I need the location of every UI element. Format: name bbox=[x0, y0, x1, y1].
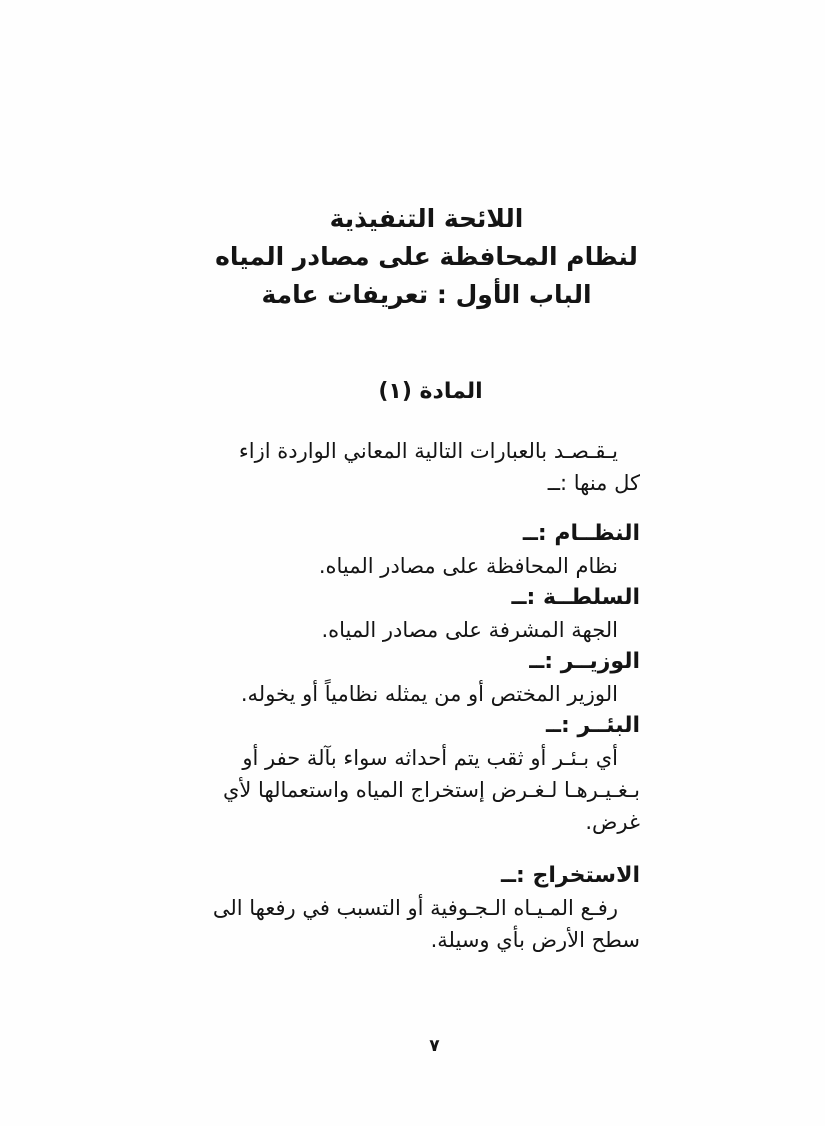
definition-well bbox=[185, 710, 640, 838]
definition-term: الوزيــر :ــ bbox=[529, 649, 640, 674]
definition-line: الجهة المشرفة على مصادر المياه. bbox=[321, 618, 618, 642]
definition-term: البئــر :ــ bbox=[546, 713, 640, 738]
intro-line-1: يـقـصـد بالعبارات التالية المعاني الواردة ازاء bbox=[238, 439, 618, 463]
definition-line: الوزير المختص أو من يمثله نظامياً أو يخوله. bbox=[240, 682, 618, 706]
title-line-2: لنظام المحافظة على مصادر المياه bbox=[215, 242, 638, 271]
definition-line: سطح الأرض بأي وسيلة. bbox=[430, 928, 640, 952]
intro-paragraph bbox=[185, 435, 640, 499]
definition-term: السلطــة :ــ bbox=[511, 585, 640, 610]
definition-extraction bbox=[185, 860, 640, 956]
title-line-1: اللائحة التنفيذية bbox=[329, 204, 524, 233]
definition-term: النظــام :ــ bbox=[522, 521, 640, 546]
intro-line-2: كل منها :ــ bbox=[547, 471, 640, 495]
page-number: ٧ bbox=[429, 1036, 440, 1056]
document-title-block bbox=[28, 200, 825, 314]
definition-line: أي بـئـر أو ثقب يتم أحداثه سواء بآلة حفر أو bbox=[242, 746, 618, 770]
definition-line: بـغـيـرهـا لـغـرض إستخراج المياه واستعمالها لأي bbox=[222, 778, 640, 802]
article-body bbox=[185, 435, 640, 956]
definitions-list bbox=[185, 518, 640, 956]
definition-minister bbox=[185, 646, 640, 710]
definition-term: الاستخراج :ــ bbox=[501, 863, 640, 888]
definition-line: رفـع المـيـاه الـجـوفية أو التسبب في رفعها الى bbox=[212, 896, 618, 920]
title-line-3: الباب الأول : تعريفات عامة bbox=[261, 280, 592, 309]
definition-system bbox=[185, 518, 640, 582]
definition-line: نظام المحافظة على مصادر المياه. bbox=[318, 554, 618, 578]
article-heading: المادة (١) bbox=[378, 379, 483, 404]
definition-line: غرض. bbox=[585, 810, 640, 834]
definition-authority bbox=[185, 582, 640, 646]
